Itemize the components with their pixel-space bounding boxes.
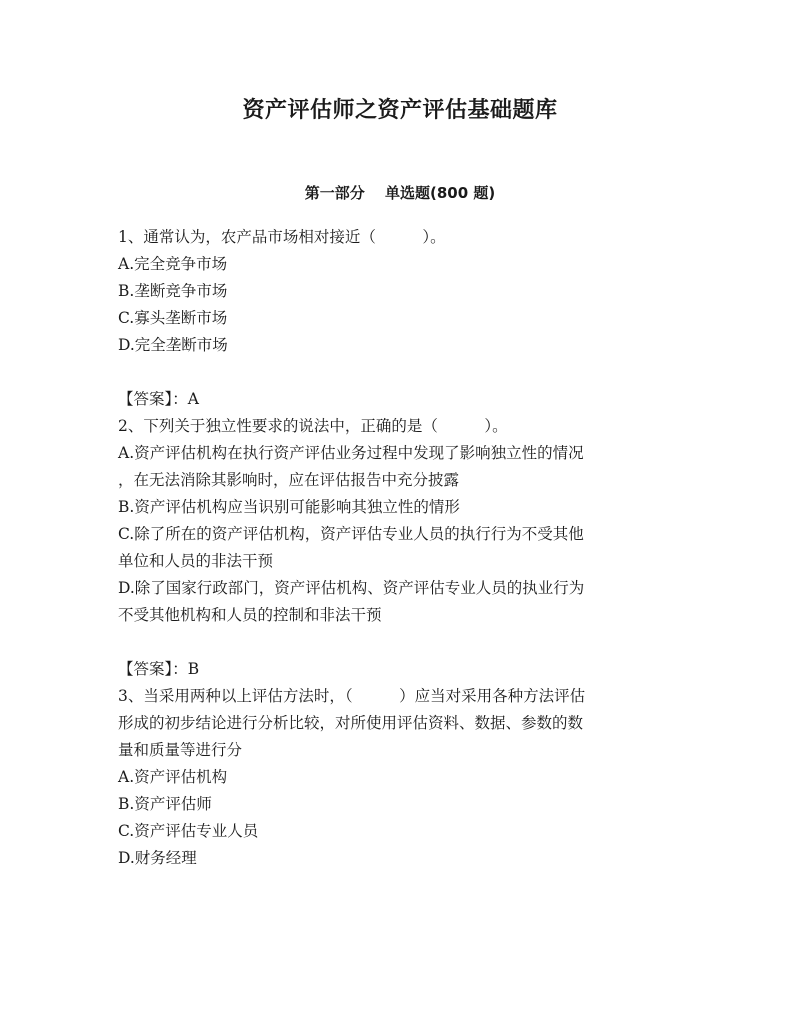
option-a-continued: ，在无法消除其影响时，应在评估报告中充分披露 (118, 471, 460, 489)
option-b: B.资产评估机构应当识别可能影响其独立性的情形 (118, 498, 460, 516)
answer-line: 【答案】：A (118, 390, 199, 408)
option-b: B.垄断竞争市场 (118, 282, 228, 300)
option-c: C.资产评估专业人员 (118, 822, 259, 840)
question-3 (118, 683, 678, 872)
document-title: 资产评估师之资产评估基础题库 (242, 98, 558, 123)
option-b: B.资产评估师 (118, 795, 212, 813)
option-d: D.财务经理 (118, 849, 197, 867)
question-stem-continued: 形成的初步结论进行分析比较，对所使用评估资料、数据、参数的数 (118, 714, 584, 732)
question-stem: 2、下列关于独立性要求的说法中，正确的是（ ）。 (118, 417, 508, 435)
question-2 (118, 413, 678, 683)
question-stem: 1、通常认为，农产品市场相对接近（ ）。 (118, 228, 446, 246)
question-1 (118, 224, 678, 413)
question-list (118, 224, 678, 872)
option-a: A.资产评估机构 (118, 768, 228, 786)
option-c-continued: 单位和人员的非法干预 (118, 552, 274, 570)
question-stem: 3、当采用两种以上评估方法时，（ ）应当对采用各种方法评估 (118, 687, 586, 705)
option-c: C.除了所在的资产评估机构，资产评估专业人员的执行行为不受其他 (118, 525, 584, 543)
option-d: D.完全垄断市场 (118, 336, 228, 354)
option-c: C.寡头垄断市场 (118, 309, 228, 327)
section-heading: 第一部分 单选题(800 题) (304, 184, 496, 202)
option-d: D.除了国家行政部门，资产评估机构、资产评估专业人员的执业行为 (118, 579, 585, 597)
option-d-continued: 不受其他机构和人员的控制和非法干预 (118, 606, 382, 624)
option-a: A.资产评估机构在执行资产评估业务过程中发现了影响独立性的情况 (118, 444, 584, 462)
question-stem-continued: 量和质量等进行分 (118, 741, 243, 759)
answer-line: 【答案】：B (118, 660, 200, 678)
option-a: A.完全竞争市场 (118, 255, 228, 273)
